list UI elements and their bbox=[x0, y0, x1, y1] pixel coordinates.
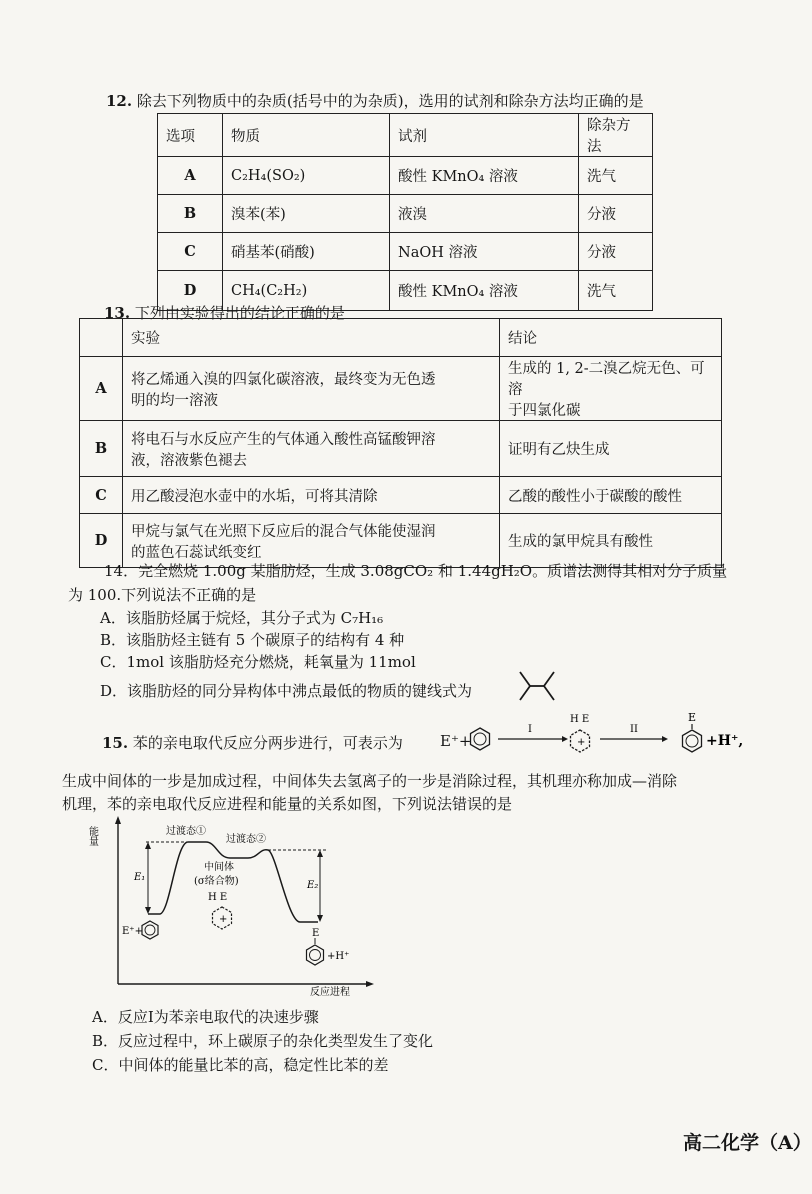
q13-row-letter: D bbox=[80, 514, 123, 568]
q12-header-substance: 物质 bbox=[223, 114, 390, 157]
q12-method: 分液 bbox=[579, 233, 653, 271]
q12-substance: 溴苯(苯) bbox=[223, 195, 390, 233]
q12-reagent: NaOH 溶液 bbox=[390, 233, 579, 271]
q13-experiment-line: 将乙烯通入溴的四氯化碳溶液，最终变为无色透 bbox=[131, 371, 436, 388]
start-label: E⁺+ bbox=[122, 926, 143, 937]
q13-row-letter: B bbox=[80, 421, 123, 477]
q13-number: 13. bbox=[104, 304, 131, 322]
q12-row-letter: A bbox=[158, 157, 223, 195]
product-e-label: E bbox=[312, 928, 320, 939]
q15-number: 15. bbox=[102, 734, 129, 752]
q13-stem-text: 下列由实验得出的结论正确的是 bbox=[134, 304, 345, 322]
table-row bbox=[158, 233, 653, 271]
q12-number: 12. bbox=[106, 92, 133, 110]
q14-option-a: A．该脂肪烃属于烷烃，其分子式为 C₇H₁₆ bbox=[100, 609, 384, 627]
ts1-label: 过渡态① bbox=[166, 826, 206, 837]
benzene-icon bbox=[142, 921, 158, 939]
q15-reactant: E⁺+ bbox=[440, 732, 472, 750]
q13-conclusion bbox=[500, 357, 722, 421]
q13-header-row bbox=[80, 319, 722, 357]
q13-experiment bbox=[123, 357, 500, 421]
q13-row-letter: C bbox=[80, 477, 123, 514]
q13-conclusion: 证明有乙炔生成 bbox=[500, 421, 722, 477]
q15-equation bbox=[462, 710, 762, 762]
substituted-benzene-icon bbox=[307, 945, 324, 965]
table-row bbox=[158, 195, 653, 233]
q13-experiment: 用乙酸浸泡水壶中的水垢，可将其清除 bbox=[123, 477, 500, 514]
intermediate-he-label: H E bbox=[570, 714, 590, 725]
benzene-icon bbox=[471, 728, 490, 750]
q13-conclusion: 生成的氯甲烷具有酸性 bbox=[500, 514, 722, 568]
x-axis-label: 反应进程 bbox=[310, 987, 350, 998]
substituted-benzene-icon bbox=[683, 730, 702, 752]
sigma-complex-icon bbox=[571, 730, 590, 752]
q13-table bbox=[79, 318, 722, 568]
q12-table bbox=[157, 113, 653, 311]
q12-reagent: 酸性 KMnO₄ 溶液 bbox=[390, 157, 579, 195]
q13-conclusion-line: 生成的 1, 2-二溴乙烷无色、可溶 bbox=[508, 361, 705, 398]
q13-experiment bbox=[123, 421, 500, 477]
q15-stem-text: 苯的亲电取代反应分两步进行，可表示为 bbox=[132, 734, 403, 752]
q13-experiment-line: 明的均一溶液 bbox=[131, 392, 218, 409]
product-e-label: E bbox=[688, 711, 697, 724]
q12-substance: CH₄(C₂H₂) bbox=[223, 271, 390, 311]
product-hplus: +H⁺, bbox=[706, 733, 744, 749]
q14-option-c: C．1mol 该脂肪烃充分燃烧，耗氧量为 11mol bbox=[100, 653, 416, 671]
table-row bbox=[158, 157, 653, 195]
q12-row-letter: D bbox=[158, 271, 223, 311]
product-hplus-label: +H⁺ bbox=[327, 951, 350, 962]
q13-experiment-line: 液，溶液紫色褪去 bbox=[131, 452, 247, 469]
q15-option-a: A．反应Ⅰ为苯亲电取代的决速步骤 bbox=[92, 1008, 319, 1026]
q12-stem-text: 除去下列物质中的杂质(括号中的为杂质)，选用的试剂和除杂方法均正确的是 bbox=[136, 92, 644, 110]
q13-row-letter: A bbox=[80, 357, 123, 421]
step-1-label: I bbox=[528, 724, 532, 735]
q12-substance: C₂H₄(SO₂) bbox=[223, 157, 390, 195]
q12-header-reagent: 试剂 bbox=[390, 114, 579, 157]
q12-method: 分液 bbox=[579, 195, 653, 233]
q14-option-d: D．该脂肪烃的同分异构体中沸点最低的物质的键线式为 bbox=[100, 682, 473, 700]
q13-conclusion-line: 于四氯化碳 bbox=[508, 403, 581, 419]
intermediate-label: 中间体 bbox=[204, 862, 234, 873]
sigma-complex-label: (σ络合物) bbox=[194, 876, 239, 887]
svg-text:+: + bbox=[219, 914, 228, 925]
q13-header-conclusion: 结论 bbox=[500, 319, 722, 357]
intermediate-he-label: H E bbox=[208, 892, 228, 903]
q12-method: 洗气 bbox=[579, 271, 653, 311]
q12-reagent: 酸性 KMnO₄ 溶液 bbox=[390, 271, 579, 311]
e1-label: E₁ bbox=[134, 872, 146, 883]
q15-option-c: C．中间体的能量比苯的高，稳定性比苯的差 bbox=[92, 1056, 389, 1074]
q12-header-option: 选项 bbox=[158, 114, 223, 157]
q14-line1: 14．完全燃烧 1.00g 某脂肪烃，生成 3.08gCO₂ 和 1.44gH₂O。质谱法测得其相对分子质量 bbox=[104, 562, 728, 580]
q12-reagent: 液溴 bbox=[390, 195, 579, 233]
skeletal-formula-icon bbox=[516, 666, 558, 706]
ts2-label: 过渡态② bbox=[226, 834, 266, 845]
q13-conclusion: 乙酸的酸性小于碳酸的酸性 bbox=[500, 477, 722, 514]
q15-line2: 生成中间体的一步是加成过程，中间体失去氢离子的一步是消除过程，其机理亦称加成—消除 bbox=[62, 772, 678, 790]
y-axis-label: 能量 bbox=[86, 826, 98, 846]
energy-diagram bbox=[88, 812, 388, 998]
q14-option-b: B．该脂肪烃主链有 5 个碳原子的结构有 4 种 bbox=[100, 631, 405, 649]
q15-stem bbox=[102, 732, 403, 753]
q12-row-letter: C bbox=[158, 233, 223, 271]
q12-header-row bbox=[158, 114, 653, 157]
svg-text:+: + bbox=[577, 737, 586, 748]
sigma-complex-icon bbox=[213, 907, 232, 929]
q12-method: 洗气 bbox=[579, 157, 653, 195]
q12-stem bbox=[106, 90, 644, 111]
q13-header-blank bbox=[80, 319, 123, 357]
q13-header-experiment: 实验 bbox=[123, 319, 500, 357]
q13-experiment-line: 将电石与水反应产生的气体通入酸性高锰酸钾溶 bbox=[131, 431, 436, 448]
q12-header-method: 除杂方法 bbox=[579, 114, 653, 157]
q14-line2: 为 100.下列说法不正确的是 bbox=[68, 586, 257, 604]
q15-line3: 机理，苯的亲电取代反应进程和能量的关系如图，下列说法错误的是 bbox=[62, 795, 513, 813]
q12-row-letter: B bbox=[158, 195, 223, 233]
page-footer: 高二化学（A） bbox=[683, 1132, 812, 1154]
table-row bbox=[80, 421, 722, 477]
q12-substance: 硝基苯(硝酸) bbox=[223, 233, 390, 271]
q13-experiment-line: 甲烷与氯气在光照下反应后的混合气体能使湿润 bbox=[131, 523, 436, 540]
table-row bbox=[80, 357, 722, 421]
q13-experiment-line: 的蓝色石蕊试纸变红 bbox=[131, 544, 262, 561]
table-row bbox=[80, 477, 722, 514]
step-2-label: II bbox=[630, 724, 638, 735]
q15-option-b: B．反应过程中，环上碳原子的杂化类型发生了变化 bbox=[92, 1032, 434, 1050]
e2-label: E₂ bbox=[307, 880, 319, 891]
